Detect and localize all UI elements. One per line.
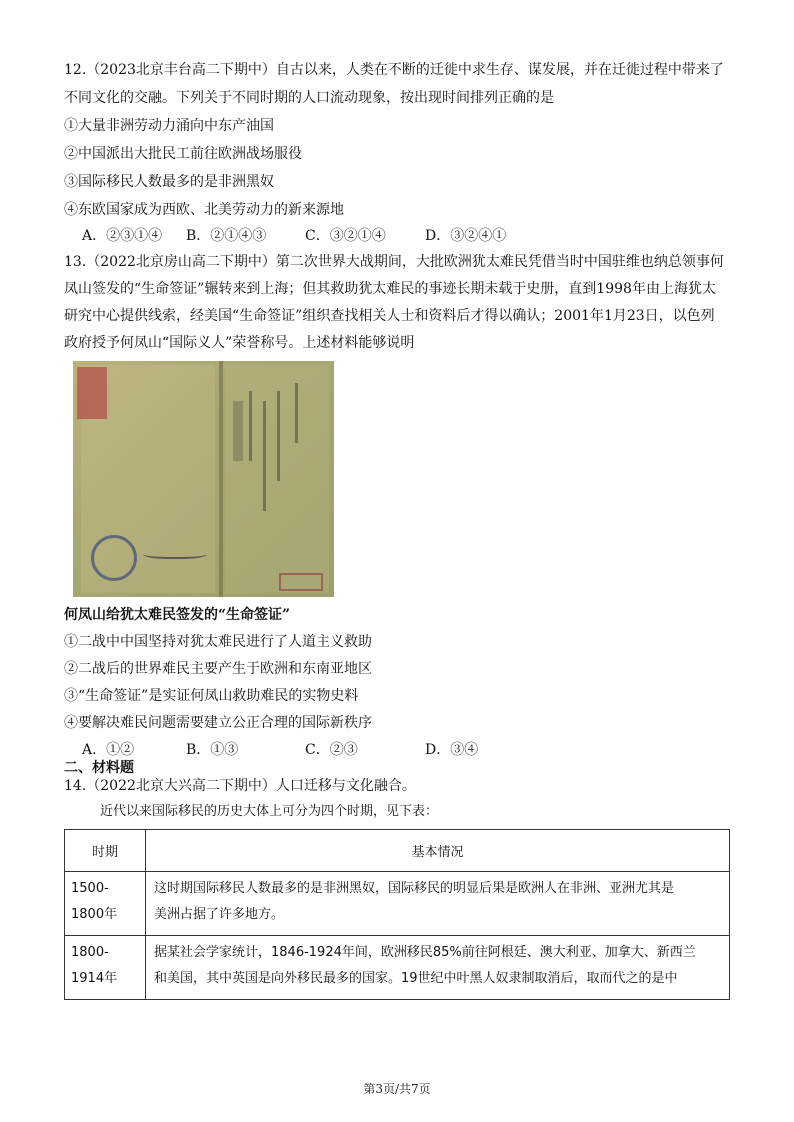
consulate-seal <box>91 535 137 581</box>
q12-item-4: ④东欧国家成为西欧、北美劳动力的新来源地 <box>64 202 344 218</box>
table-cell-text <box>146 936 730 1000</box>
q12-stem-line-2: 不同文化的交融。下列关于不同时期的人口流动现象，按出现时间排列正确的是 <box>64 90 554 106</box>
table-cell-text-line: 这时期国际移民人数最多的是非洲黑奴，国际移民的明显后果是欧洲人在非洲、亚洲尤其是 <box>154 881 675 896</box>
table-cell-text-line: 美洲占据了许多地方。 <box>154 907 285 922</box>
q13-option-d[interactable]: D．③④ <box>425 742 479 758</box>
table-row <box>65 872 730 936</box>
table-cell-text-line: 和美国，其中英国是向外移民最多的国家。19世纪中叶黑人奴隶制取消后，取而代之的是中 <box>154 971 678 986</box>
q12-option-b[interactable]: B．②①④③ <box>186 228 267 244</box>
visa-fold <box>219 361 223 597</box>
table-header-period: 时期 <box>65 830 146 872</box>
q13-options <box>82 740 525 760</box>
stamp-block <box>233 401 243 461</box>
q13-stem-line-4: 政府授予何凤山“国际义人”荣誉称号。上述材料能够说明 <box>64 335 415 351</box>
section-title: 二、材料题 <box>64 760 134 776</box>
q14-stem: 14.（2022北京大兴高二下期中）人口迁移与文化融合。 <box>64 778 416 794</box>
q12-option-c[interactable]: C．③②①④ <box>305 228 386 244</box>
q13-stem-line-1: 13.（2022北京房山高二下期中）第二次世界大战期间，大批欧洲犹太难民凭借当时中国驻维也纳总领事何 <box>64 254 724 270</box>
q13-option-a[interactable]: A．①② <box>82 742 135 758</box>
q13-stem-line-3: 研究中心提供线索，经美国“生命签证”组织查找相关人士和资料后才得以确认；2001年1月23日，以色列 <box>64 308 715 324</box>
migration-table <box>64 829 730 1000</box>
table-cell-period: 1500-1800年 <box>65 872 146 936</box>
q13-item-4: ④要解决难民问题需要建立公正合理的国际新秩序 <box>64 715 372 731</box>
calligraphy-stroke <box>277 391 280 481</box>
table-cell-text-line: 据某社会学家统计，1846-1924年间，欧洲移民85%前往阿根廷、澳大利亚、加拿大、新西兰 <box>154 945 696 960</box>
q12-item-1: ①大量非洲劳动力涌向中东产油国 <box>64 118 274 134</box>
violet-stamp <box>279 573 323 591</box>
page-footer: 第3页/共7页 <box>363 1082 431 1096</box>
q13-item-1: ①二战中中国坚持对犹太难民进行了人道主义救助 <box>64 634 372 650</box>
table-header-situation: 基本情况 <box>146 830 730 872</box>
table-cell-period: 1800-1914年 <box>65 936 146 1000</box>
q13-option-b[interactable]: B．①③ <box>186 742 239 758</box>
q12-stem-line-1: 12.（2023北京丰台高二下期中）自古以来，人类在不断的迁徙中求生存、谋发展，并在迁徙过程中带来了 <box>64 62 724 78</box>
q13-item-3: ③“生命签证”是实证何凤山救助难民的实物史料 <box>64 688 359 704</box>
q12-options <box>82 226 525 246</box>
table-header-row <box>65 830 730 872</box>
q12-item-3: ③国际移民人数最多的是非洲黑奴 <box>64 174 274 190</box>
red-revenue-stamp <box>77 367 107 419</box>
q13-stem-line-2: 凤山签发的“生命签证”辗转来到上海；但其救助犹太难民的事迹长期未载于史册，直到1998年由上海犹太 <box>64 281 716 297</box>
life-visa-photo <box>73 361 334 597</box>
q13-item-2: ②二战后的世界难民主要产生于欧洲和东南亚地区 <box>64 661 372 677</box>
q13-option-c[interactable]: C．②③ <box>305 742 358 758</box>
q14-intro: 近代以来国际移民的历史大体上可分为四个时期，见下表： <box>100 804 439 819</box>
calligraphy-stroke <box>249 391 252 461</box>
q12-item-2: ②中国派出大批民工前往欧洲战场服役 <box>64 146 302 162</box>
table-cell-text <box>146 872 730 936</box>
calligraphy-stroke <box>295 383 298 443</box>
q12-option-a[interactable]: A．②③①④ <box>82 228 163 244</box>
q13-image-caption: 何凤山给犹太难民签发的“生命签证” <box>64 607 291 623</box>
q12-option-d[interactable]: D．③②④① <box>425 228 507 244</box>
calligraphy-stroke <box>263 401 266 511</box>
table-row <box>65 936 730 1000</box>
signature-mark <box>143 547 207 559</box>
